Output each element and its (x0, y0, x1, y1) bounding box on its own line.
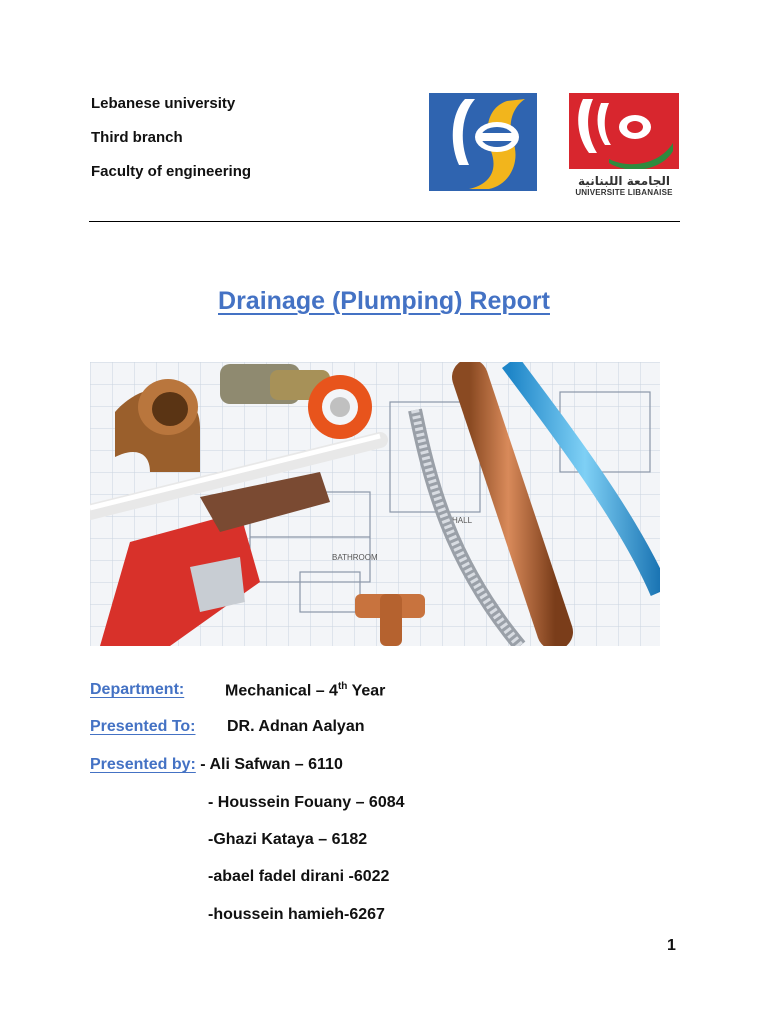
department-suffix: Year (347, 682, 386, 700)
university-latin-name: UNIVERSITE LIBANAISE (575, 188, 673, 197)
institution-header (91, 94, 251, 196)
report-title-text: Drainage (Plumping) Report (218, 287, 550, 315)
faculty-name: Faculty of engineering (91, 163, 252, 180)
university-logo (569, 93, 679, 195)
page-number: 1 (667, 937, 676, 954)
presented-to-value: DR. Adnan Aalyan (227, 718, 365, 735)
university-emblem-icon (569, 93, 679, 169)
presented-to-row (90, 718, 365, 736)
presented-by-row (90, 756, 343, 774)
plan-label-hall: HALL (452, 516, 473, 525)
presented-to-label: Presented To: (90, 718, 196, 735)
member-2: - Houssein Fouany – 6084 (208, 794, 405, 811)
presented-by-label: Presented by: (90, 756, 196, 773)
branch-name: Third branch (91, 129, 183, 146)
department-ordinal: th (337, 681, 348, 692)
plumbing-tools-photo (90, 362, 660, 646)
header-divider (89, 221, 680, 222)
member-3: -Ghazi Kataya – 6182 (208, 831, 368, 848)
faculty-logo (429, 93, 537, 191)
department-value-text: Mechanical – 4 (225, 682, 338, 700)
member-4: -abael fadel dirani -6022 (208, 868, 390, 885)
department-label: Department: (90, 681, 185, 698)
report-title (0, 287, 768, 316)
university-name: Lebanese university (91, 95, 236, 112)
department-row (90, 681, 386, 700)
department-value (225, 681, 385, 700)
member-1: - Ali Safwan – 6110 (200, 756, 343, 773)
plan-label-bathroom: BATHROOM (332, 553, 378, 562)
university-arabic-name: الجامعة اللبنانية (578, 174, 670, 188)
member-5: -houssein hamieh-6267 (208, 906, 385, 923)
